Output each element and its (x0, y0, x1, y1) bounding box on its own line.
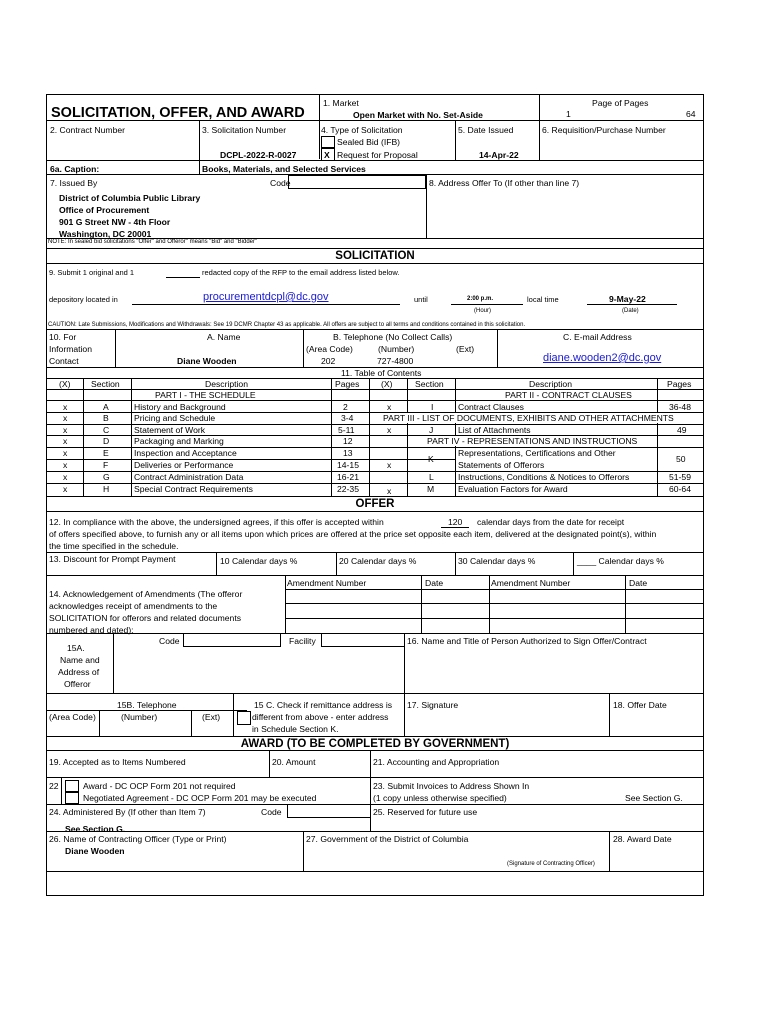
remittance-label: 15 C. Check if remittance address is (254, 700, 393, 710)
administered-code-label: Code (261, 807, 282, 817)
contact-name-value: Diane Wooden (177, 356, 237, 366)
toc-description: Inspection and Acceptance (134, 448, 237, 458)
solicitation-number-label: 3. Solicitation Number (202, 125, 287, 135)
email-address-label: C. E-mail Address (563, 332, 632, 342)
toc-description: Contract Clauses (458, 402, 524, 412)
toc-mark: x (63, 448, 68, 458)
toc-description: Statement of Work (134, 425, 206, 435)
amendment-number-header: Amendment Number (491, 578, 571, 588)
issued-by-code-label: Code (270, 178, 291, 188)
toc-mark: x (63, 425, 68, 435)
toc-section: H (103, 484, 110, 494)
toc-section: E (103, 448, 109, 458)
contact-email-link[interactable]: diane.wooden2@dc.gov (543, 352, 662, 364)
contact-label: Information (49, 344, 92, 354)
date-caption: (Date) (622, 308, 639, 314)
issued-by-code-field[interactable] (288, 175, 426, 189)
offeror-address-label: 15A. (67, 643, 85, 653)
award-date-label: 28. Award Date (613, 834, 672, 844)
offeror-number-label: (Number) (121, 712, 158, 722)
rfp-check-mark: X (324, 150, 330, 160)
toc-section: A (103, 402, 109, 412)
sealed-bid-note: NOTE: In sealed bid solicitations "Offer" and Offeror" means "Bid" and "Bidder" (48, 239, 258, 245)
contact-label: Contact (49, 356, 79, 366)
caution-text: CAUTION: Late Submissions, Modifications and Withdrawals: See 19 DCMR Chapter 43 as applicable. All offers are subject to all terms and conditions contained in this solicitation. (48, 322, 526, 328)
discount-20-label: 20 Calendar days % (339, 556, 417, 566)
authorized-person-label: 16. Name and Title of Person Authorized to Sign Offer/Contract (407, 636, 647, 646)
toc-mark: x (387, 460, 392, 470)
remittance-checkbox[interactable] (237, 711, 251, 725)
toc-description: Pricing and Schedule (134, 413, 216, 423)
hour-caption: (Hour) (474, 308, 492, 314)
offeror-code-label: Code (159, 636, 180, 646)
offer-date-label: 18. Offer Date (613, 700, 667, 710)
toc-section: I (431, 402, 434, 412)
offer-terms-text: calendar days from the date for receipt (477, 517, 625, 527)
offer-terms-text: the time specified in the schedule. (49, 541, 179, 551)
amendment-number-header: Amendment Number (287, 578, 367, 588)
date-issued-label: 5. Date Issued (458, 125, 514, 135)
remittance-label: different from above - enter address (252, 712, 389, 722)
area-code-value: 202 (321, 356, 336, 366)
toc-section: L (429, 472, 434, 482)
reserved-label: 25. Reserved for future use (373, 807, 478, 817)
sealed-bid-checkbox[interactable] (321, 136, 335, 148)
offeror-phone-label: 15B. Telephone (117, 700, 177, 710)
toc-pages: 51-59 (669, 472, 691, 482)
copies-field[interactable] (166, 277, 200, 278)
toc-mark: x (63, 436, 68, 446)
toc-part-heading: PART II - CONTRACT CLAUSES (505, 390, 632, 400)
administered-by-label: 24. Administered By (If other than Item 7) (49, 807, 206, 817)
accepted-items-label: 19. Accepted as to Items Numbered (49, 757, 186, 767)
offeror-ext-label: (Ext) (202, 712, 221, 722)
solicitation-form (46, 94, 704, 896)
sealed-bid-label: Sealed Bid (IFB) (337, 137, 401, 147)
solicitation-heading: SOLICITATION (335, 250, 415, 262)
toc-mark: x (63, 402, 68, 412)
administered-by-value: See Section G. (65, 824, 126, 834)
toc-section: J (429, 425, 434, 435)
negotiated-agreement-checkbox[interactable] (65, 792, 79, 804)
toc-mark: x (387, 402, 392, 412)
toc-section: F (103, 460, 109, 470)
toc-description: Contract Administration Data (134, 472, 244, 482)
caption-label: 6a. Caption: (50, 164, 100, 174)
discount-other-label: ____ Calendar days % (577, 556, 664, 566)
local-time-label: local time (527, 295, 559, 304)
toc-mark: x (63, 460, 68, 470)
toc-mark: x (63, 472, 68, 482)
ext-label: (Ext) (456, 344, 475, 354)
page-of-pages-label: Page of Pages (592, 98, 649, 108)
toc-pages: 12 (343, 436, 353, 446)
accounting-label: 21. Accounting and Appropriation (373, 757, 500, 767)
administered-code-field[interactable] (287, 804, 371, 818)
solicitation-number-value: DCPL-2022-R-0027 (220, 150, 297, 160)
toc-header: Description (205, 379, 248, 389)
amendment-date-header: Date (629, 578, 648, 588)
toc-pages: 50 (676, 454, 686, 464)
remittance-label: in Schedule Section K. (252, 724, 339, 734)
award-option-label: Negotiated Agreement - DC OCP Form 201 may be executed (83, 793, 317, 803)
toc-section: D (103, 436, 110, 446)
area-code-label: (Area Code) (306, 344, 353, 354)
offeror-address-label: Offeror (64, 679, 91, 689)
toc-section: B (103, 413, 109, 423)
submit-label: 9. Submit 1 original and 1 (49, 268, 135, 277)
offeror-area-code-label: (Area Code) (49, 712, 96, 722)
toc-header: (X) (59, 379, 71, 389)
toc-description: Instructions, Conditions & Notices to Offerors (458, 472, 630, 482)
prompt-payment-label: 13. Discount for Prompt Payment (49, 554, 176, 564)
market-label: 1. Market (323, 98, 359, 108)
toc-pages: 60-64 (669, 484, 691, 494)
contact-name-label: A. Name (207, 332, 241, 342)
toc-description: Deliveries or Performance (134, 460, 234, 470)
toc-header: (X) (381, 379, 393, 389)
rfp-label: Request for Proposal (337, 150, 418, 160)
caption-value: Books, Materials, and Selected Services (202, 164, 366, 174)
toc-section: M (427, 484, 435, 494)
contact-label: 10. For (49, 332, 77, 342)
toc-description: Packaging and Marking (134, 436, 224, 446)
award-option-label: Award - DC OCP Form 201 not required (83, 781, 236, 791)
toc-header: Section (415, 379, 444, 389)
submit-suffix: redacted copy of the RFP to the email address listed below. (202, 268, 400, 277)
toc-description: Special Contract Requirements (134, 484, 253, 494)
invoice-see-section: See Section G. (625, 793, 683, 803)
toc-section: C (103, 425, 110, 435)
contract-number-label: 2. Contract Number (50, 125, 125, 135)
toc-title: 11. Table of Contents (341, 368, 422, 378)
toc-section: G (103, 472, 110, 482)
phone-label: B. Telephone (No Collect Calls) (333, 332, 453, 342)
discount-30-label: 30 Calendar days % (458, 556, 536, 566)
toc-description: Representations, Certifications and Other (458, 448, 616, 458)
facility-field[interactable] (321, 633, 405, 647)
toc-description: List of Attachments (458, 425, 531, 435)
issuer-line: Office of Procurement (59, 205, 150, 215)
toc-pages: 2 (343, 402, 348, 412)
phone-number-value: 727-4800 (377, 356, 414, 366)
signature-caption: (Signature of Contracting Officer) (507, 861, 595, 867)
toc-pages: 5-11 (338, 425, 355, 435)
toc-description: Evaluation Factors for Award (458, 484, 568, 494)
requisition-label: 6. Requisition/Purchase Number (542, 125, 666, 135)
number-label: (Number) (378, 344, 415, 354)
issuer-line: Washington, DC 20001 (59, 229, 152, 239)
signature-label: 17. Signature (407, 700, 459, 710)
toc-part-heading: PART IV - REPRESENTATIONS AND INSTRUCTIONS (427, 436, 638, 446)
offer-days-value: 120 (448, 517, 463, 527)
toc-section: K (428, 454, 434, 464)
offeror-code-field[interactable] (183, 633, 281, 647)
offer-terms-text: 12. In compliance with the above, the undersigned agrees, if this offer is accepted within (49, 517, 384, 527)
depository-label: depository located in (49, 295, 118, 304)
market-value: Open Market with No. Set-Aside (353, 110, 483, 120)
toc-pages: 3-4 (341, 413, 354, 423)
issuer-line: 901 G Street NW - 4th Floor (59, 217, 171, 227)
toc-mark: x (63, 413, 68, 423)
acknowledgement-label: SOLICITATION for offerors and related documents (49, 613, 242, 623)
toc-header: Section (91, 379, 120, 389)
toc-part-heading: PART I - THE SCHEDULE (155, 390, 256, 400)
offeror-address-label: Address of (58, 667, 100, 677)
facility-label: Facility (289, 636, 316, 646)
toc-pages: 36-48 (669, 402, 691, 412)
toc-description: History and Background (134, 402, 226, 412)
amendment-date-header: Date (425, 578, 444, 588)
toc-pages: 14-15 (337, 460, 359, 470)
toc-mark: x (63, 484, 68, 494)
acknowledgement-label: acknowledges receipt of amendments to the (49, 601, 218, 611)
due-date: 9-May-22 (609, 294, 646, 304)
toc-mark: x (387, 486, 392, 496)
toc-header: Pages (667, 379, 692, 389)
toc-pages: 22-35 (337, 484, 359, 494)
due-time: 2:00 p.m. (467, 296, 494, 302)
field-22-label: 22 (49, 781, 59, 791)
page-number: 1 (566, 109, 571, 119)
toc-pages: 49 (677, 425, 687, 435)
award-form-not-required-checkbox[interactable] (65, 780, 79, 792)
until-label: until (414, 295, 428, 304)
contracting-officer-label: 26. Name of Contracting Officer (Type or Print) (49, 834, 227, 844)
discount-10-label: 10 Calendar days % (220, 556, 298, 566)
toc-header: Pages (335, 379, 360, 389)
toc-description: Statements of Offerors (458, 460, 545, 470)
acknowledgement-label: 14. Acknowledgement of Amendments (The offeror (49, 589, 243, 599)
issued-by-label: 7. Issued By (50, 178, 98, 188)
total-pages: 64 (686, 109, 696, 119)
address-offer-label: 8. Address Offer To (If other than line 7) (429, 178, 580, 188)
government-label: 27. Government of the District of Columbia (306, 834, 469, 844)
offeror-address-label: Name and (60, 655, 100, 665)
offer-heading: OFFER (355, 498, 395, 510)
date-issued-value: 14-Apr-22 (479, 150, 519, 160)
toc-pages: 16-21 (337, 472, 359, 482)
toc-pages: 13 (343, 448, 353, 458)
offer-terms-text: of offers specified above, to furnish any or all items upon which prices are offered at the price set opposite each item, delivered at the designated point(s), within (49, 529, 657, 539)
form-title: SOLICITATION, OFFER, AND AWARD (51, 105, 305, 121)
award-heading: AWARD (TO BE COMPLETED BY GOVERNMENT) (240, 738, 510, 750)
submission-email-link[interactable]: procurementdcpl@dc.gov (203, 291, 329, 303)
invoice-address-label: (1 copy unless otherwise specified) (373, 793, 507, 803)
solicitation-type-label: 4. Type of Solicitation (321, 125, 403, 135)
invoice-address-label: 23. Submit Invoices to Address Shown In (373, 781, 530, 791)
toc-mark: x (387, 425, 392, 435)
acknowledgement-label: numbered and dated): (49, 625, 134, 635)
issuer-line: District of Columbia Public Library (59, 193, 201, 203)
toc-part-heading: PART III - LIST OF DOCUMENTS, EXHIBITS AND OTHER ATTACHMENTS (383, 413, 674, 423)
toc-header: Description (529, 379, 572, 389)
contracting-officer-value: Diane Wooden (65, 846, 125, 856)
amount-label: 20. Amount (272, 757, 316, 767)
